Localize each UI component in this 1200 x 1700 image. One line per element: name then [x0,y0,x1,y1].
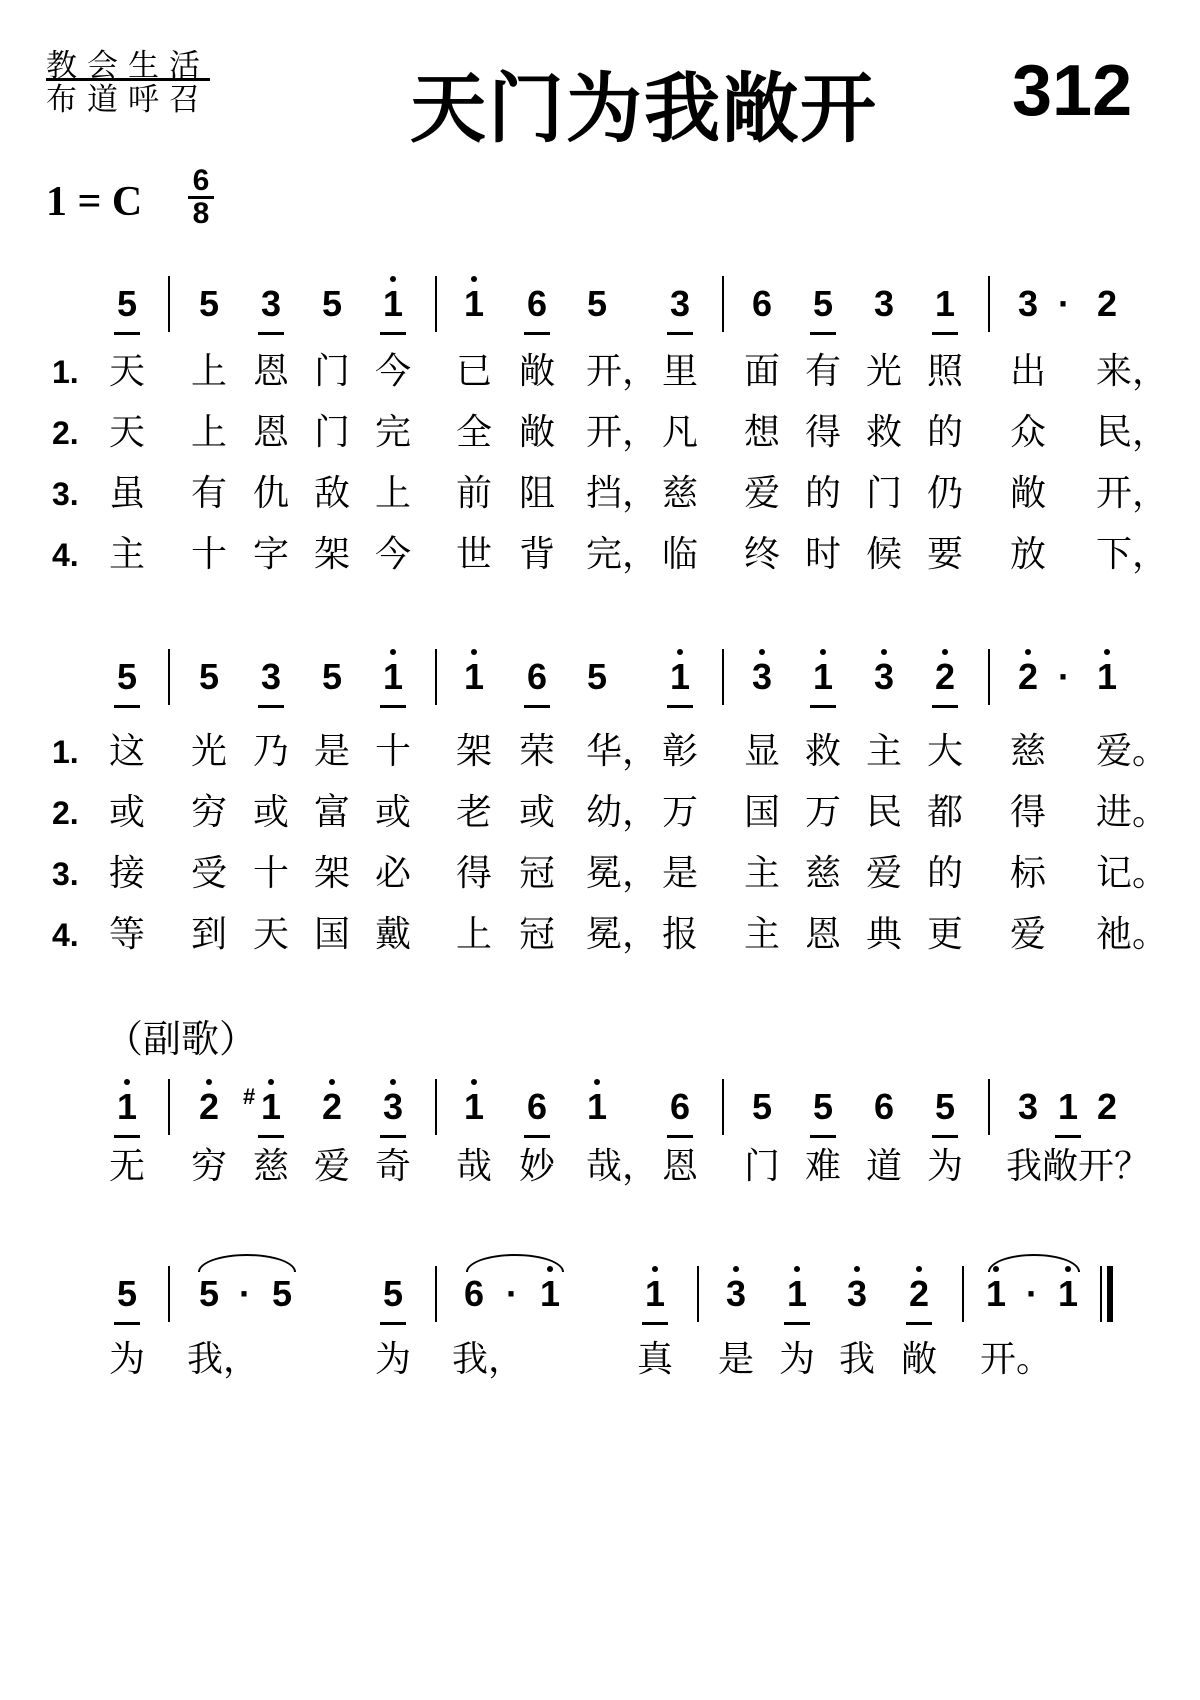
barline [168,1266,170,1322]
lyric-char: 有 [190,473,227,514]
lyric-char: 上 [374,473,411,514]
tie [198,1254,296,1272]
lyric-char: 仍 [926,473,963,514]
lyric-char: 妙 [518,1146,555,1187]
lyric-char: 荣 [518,731,555,772]
lyric-char: 等 [108,914,145,955]
verse-4-lyrics-line-1 [0,533,1200,577]
lyric-char: 的 [926,853,963,894]
lyric-char: 无 [108,1146,145,1187]
lyric-char: 爱。 [1096,731,1169,772]
meter-top: 6 [188,166,214,199]
lyric-char: 报 [661,914,698,955]
lyric-char: 穷 [190,1146,227,1187]
lyric-char: 上 [190,412,227,453]
note: 2 [1008,655,1048,699]
lyric-char: 或 [518,792,555,833]
note: 2 [312,1085,352,1129]
lyric-char: 慈 [1009,731,1046,772]
lyric-char: 天 [108,351,145,392]
lyric-char: 全 [455,412,492,453]
lyric-char: 前 [455,473,492,514]
note: 1 [635,1272,675,1316]
note: 5 [321,283,343,324]
final-barline [1100,1266,1114,1322]
chorus-lyrics-line-2 [0,1338,1200,1382]
note: 2 [1096,283,1118,324]
note: 3 [837,1272,877,1316]
note: 5 [586,656,608,697]
verse-number: 3. [52,476,79,512]
augmentation-dot: · [1058,283,1070,324]
lyric-char: 爱 [865,853,902,894]
note: 1 [373,655,413,699]
lyric-char: 世 [455,534,492,575]
lyric-char: 这 [108,731,145,772]
lyric-char: 真 [636,1339,673,1380]
lyric-char: 已 [455,351,492,392]
verse-number: 2. [52,415,79,451]
note: 2 [925,655,965,699]
lyric-char: 主 [865,731,902,772]
chorus-label: （副歌） [105,1017,258,1061]
lyric-char: 华， [586,731,659,772]
chorus-notes-line-1 [0,1085,1200,1145]
lyric-char: 今 [374,534,411,575]
verse-1-lyrics-line-2 [0,730,1200,774]
barline [988,649,990,705]
note: 3 [864,655,904,699]
lyric-char: 架 [455,731,492,772]
lyric-char: 字 [252,534,289,575]
lyric-char: 十 [374,731,411,772]
lyric-char: 来， [1096,351,1169,392]
lyric-char: 得 [1009,792,1046,833]
note: 5 [107,282,147,326]
lyric-char: 下， [1096,534,1169,575]
note: 5 [198,1273,220,1314]
lyric-char: 爱 [313,1146,350,1187]
barline [435,1079,437,1135]
lyric-char: 光 [190,731,227,772]
lyric-char: 面 [743,351,780,392]
note: 6 [873,1086,895,1127]
note: 5 [107,1272,147,1316]
lyric-char: 门 [865,473,902,514]
verse-notes-line-2 [0,655,1200,715]
note: 3 [1017,1086,1039,1127]
lyric-char: 哉 [455,1146,492,1187]
lyric-char: 慈 [661,473,698,514]
chorus-lyrics-line-1 [0,1145,1200,1189]
verse-number: 2. [52,795,79,831]
note: 2 [899,1272,939,1316]
barline [435,1266,437,1322]
verse-number: 4. [52,917,79,953]
note: 1 [976,1272,1016,1316]
verse-number: 3. [52,856,79,892]
lyric-char: 恩 [804,914,841,955]
lyric-char: 为 [926,1146,963,1187]
lyric-char: 为 [778,1339,815,1380]
augmentation-dot: · [1026,1273,1038,1314]
lyric-char: 开。 [980,1339,1053,1380]
note: 5 [198,656,220,697]
verse-2-lyrics-line-1 [0,411,1200,455]
lyric-char: 更 [926,914,963,955]
note-digit: 1 [260,1086,282,1127]
lyric-char: 门 [313,412,350,453]
verse-notes-line-1 [0,282,1200,342]
lyric-char: 我， [187,1339,260,1380]
lyric-char: 十 [252,853,289,894]
lyric-char: 戴 [374,914,411,955]
note: 1 [530,1272,570,1316]
category-label-1: 教会生活 [46,48,210,84]
lyric-char: 民 [865,792,902,833]
lyric-char: 大 [926,731,963,772]
lyric-char: 完 [374,412,411,453]
lyric-char: 光 [865,351,902,392]
lyric-char: 得 [804,412,841,453]
lyric-char: 冕， [586,914,659,955]
note: 6 [751,283,773,324]
note: 1 [454,655,494,699]
chorus-notes-line-2 [0,1272,1200,1332]
lyric-char: 是 [661,853,698,894]
lyric-char: 奇 [374,1146,411,1187]
lyric-char: 门 [743,1146,780,1187]
lyric-char: 主 [743,853,780,894]
lyric-char: 穷 [190,792,227,833]
hymn-number: 312 [1012,51,1133,131]
verse-3-lyrics-line-1 [0,472,1200,516]
note: 1 [373,282,413,326]
barline [988,1079,990,1135]
note: 1 [107,1085,147,1129]
note: 3 [251,655,291,699]
meter-bottom: 8 [192,197,210,230]
note: 3 [660,282,700,326]
note: 3 [742,655,782,699]
verse-number: 1. [52,354,79,390]
lyric-char: 或 [252,792,289,833]
lyric-char: 要 [926,534,963,575]
note: 6 [660,1085,700,1129]
note: 5 [803,1085,843,1129]
lyric-char: 典 [865,914,902,955]
lyric-char: 开， [586,412,659,453]
lyric-char: 的 [804,473,841,514]
verse-1-lyrics-line-1 [0,350,1200,394]
lyric-char: 上 [455,914,492,955]
note: 5 [751,1086,773,1127]
barline [697,1266,699,1322]
lyric-char: 阻 [518,473,555,514]
note: 3 [251,282,291,326]
lyric-char: 老 [455,792,492,833]
lyric-char: 万 [804,792,841,833]
lyric-char: 乃 [252,731,289,772]
note: 5 [803,282,843,326]
lyric-char: 慈 [804,853,841,894]
lyric-char: 天 [108,412,145,453]
lyric-char: 敞 [900,1339,937,1380]
lyric-char: 冠 [518,853,555,894]
lyric-char: 仇 [252,473,289,514]
augmentation-dot: · [506,1273,518,1314]
note: 1 [454,1085,494,1129]
verse-number: 1. [52,734,79,770]
note: 5 [373,1272,413,1316]
note: 1 [660,655,700,699]
note: 1 [577,1085,617,1129]
note: 1 [925,282,965,326]
barline [168,1079,170,1135]
lyric-char: 临 [661,534,698,575]
lyric-char: 救 [865,412,902,453]
lyric-char: 爱 [1009,914,1046,955]
note: 5 [198,283,220,324]
lyric-char: 敞 [518,412,555,453]
lyric-char: 冠 [518,914,555,955]
lyric-char: 敞 [1009,473,1046,514]
lyric-char: 都 [926,792,963,833]
lyric-char: 开， [1096,473,1169,514]
lyric-char: 时 [804,534,841,575]
augmentation-dot: · [239,1273,251,1314]
lyric-char: 敞 [518,351,555,392]
note: 3 [373,1085,413,1129]
lyric-char: 十 [190,534,227,575]
lyric-char: 显 [743,731,780,772]
lyric-char: 众 [1009,412,1046,453]
note: 1 [1048,1272,1088,1316]
lyric-char: 主 [743,914,780,955]
note: 5 [586,283,608,324]
lyric-char: 祂。 [1096,914,1169,955]
lyric-char: 爱 [743,473,780,514]
note: 3 [1017,283,1039,324]
lyric-char: 里 [661,351,698,392]
note [243,1084,291,1129]
lyric-char: 富 [313,792,350,833]
note: 5 [321,656,343,697]
hymn-title: 天门为我敞开 [410,64,878,153]
barline [435,649,437,705]
note: 5 [925,1085,965,1129]
lyric-char: 或 [108,792,145,833]
barline [722,649,724,705]
lyric-char: 道 [865,1146,902,1187]
lyric-char: 是 [717,1339,754,1380]
lyric-char: 凡 [661,412,698,453]
lyric-char: 我 [838,1339,875,1380]
lyric-char: 放 [1009,534,1046,575]
verse-2-lyrics-line-2 [0,791,1200,835]
lyric-char: 必 [374,853,411,894]
lyric-char: 架 [313,853,350,894]
lyric-char: 是 [313,731,350,772]
lyric-char: 的 [926,412,963,453]
lyric-char: 架 [313,534,350,575]
lyric-char: 挡， [586,473,659,514]
lyric-char: 出 [1009,351,1046,392]
augmentation-dot: · [1058,656,1070,697]
lyric-char: 国 [743,792,780,833]
note: 3 [716,1272,756,1316]
lyric-char: 幼， [586,792,659,833]
verse-number: 4. [52,537,79,573]
note: 2 [1096,1086,1118,1127]
barline [722,276,724,332]
lyric-char: 得 [455,853,492,894]
lyric-char: 进。 [1096,792,1169,833]
note: 3 [873,283,895,324]
key-signature: 1 = C [46,179,143,225]
category-label-2: 布道呼召 [46,82,210,118]
lyric-char: 万 [661,792,698,833]
note: 6 [517,282,557,326]
lyric-char: 为 [374,1339,411,1380]
lyric-char: 照 [926,351,963,392]
note: 1 [454,282,494,326]
barline [962,1266,964,1322]
lyric-char: 记。 [1096,853,1169,894]
note: 1 [1048,1085,1088,1129]
lyric-char: 慈 [252,1146,289,1187]
lyric-char: 我敞开？ [1006,1146,1151,1187]
verse-3-lyrics-line-2 [0,852,1200,896]
barline [168,649,170,705]
lyric-char: 我， [452,1339,525,1380]
note: 1 [777,1272,817,1316]
lyric-char: 彰 [661,731,698,772]
lyric-char: 国 [313,914,350,955]
lyric-char: 难 [804,1146,841,1187]
lyric-char: 到 [190,914,227,955]
lyric-char: 有 [804,351,841,392]
lyric-char: 主 [108,534,145,575]
verse-4-lyrics-line-2 [0,913,1200,957]
lyric-char: 受 [190,853,227,894]
barline [168,276,170,332]
lyric-char: 哉， [586,1146,659,1187]
lyric-char: 救 [804,731,841,772]
lyric-char: 虽 [108,473,145,514]
lyric-char: 为 [108,1339,145,1380]
note: 2 [189,1085,229,1129]
lyric-char: 恩 [661,1146,698,1187]
lyric-char: 想 [743,412,780,453]
barline [988,276,990,332]
lyric-char: 候 [865,534,902,575]
lyric-char: 敌 [313,473,350,514]
barline [722,1079,724,1135]
lyric-char: 开， [586,351,659,392]
lyric-char: 上 [190,351,227,392]
sharp-sign: # [243,1084,256,1109]
lyric-char: 恩 [252,412,289,453]
lyric-char: 今 [374,351,411,392]
note: 5 [271,1273,293,1314]
lyric-char: 完， [586,534,659,575]
note: 1 [803,655,843,699]
note: 6 [517,655,557,699]
note: 5 [107,655,147,699]
note: 1 [1087,655,1127,699]
note: 6 [463,1273,485,1314]
note: 6 [517,1085,557,1129]
lyric-char: 背 [518,534,555,575]
lyric-char: 恩 [252,351,289,392]
lyric-char: 民， [1096,412,1169,453]
barline [435,276,437,332]
lyric-char: 门 [313,351,350,392]
time-signature [188,166,214,229]
lyric-char: 标 [1009,853,1046,894]
lyric-char: 终 [743,534,780,575]
lyric-char: 冕， [586,853,659,894]
lyric-char: 或 [374,792,411,833]
lyric-char: 天 [252,914,289,955]
lyric-char: 接 [108,853,145,894]
